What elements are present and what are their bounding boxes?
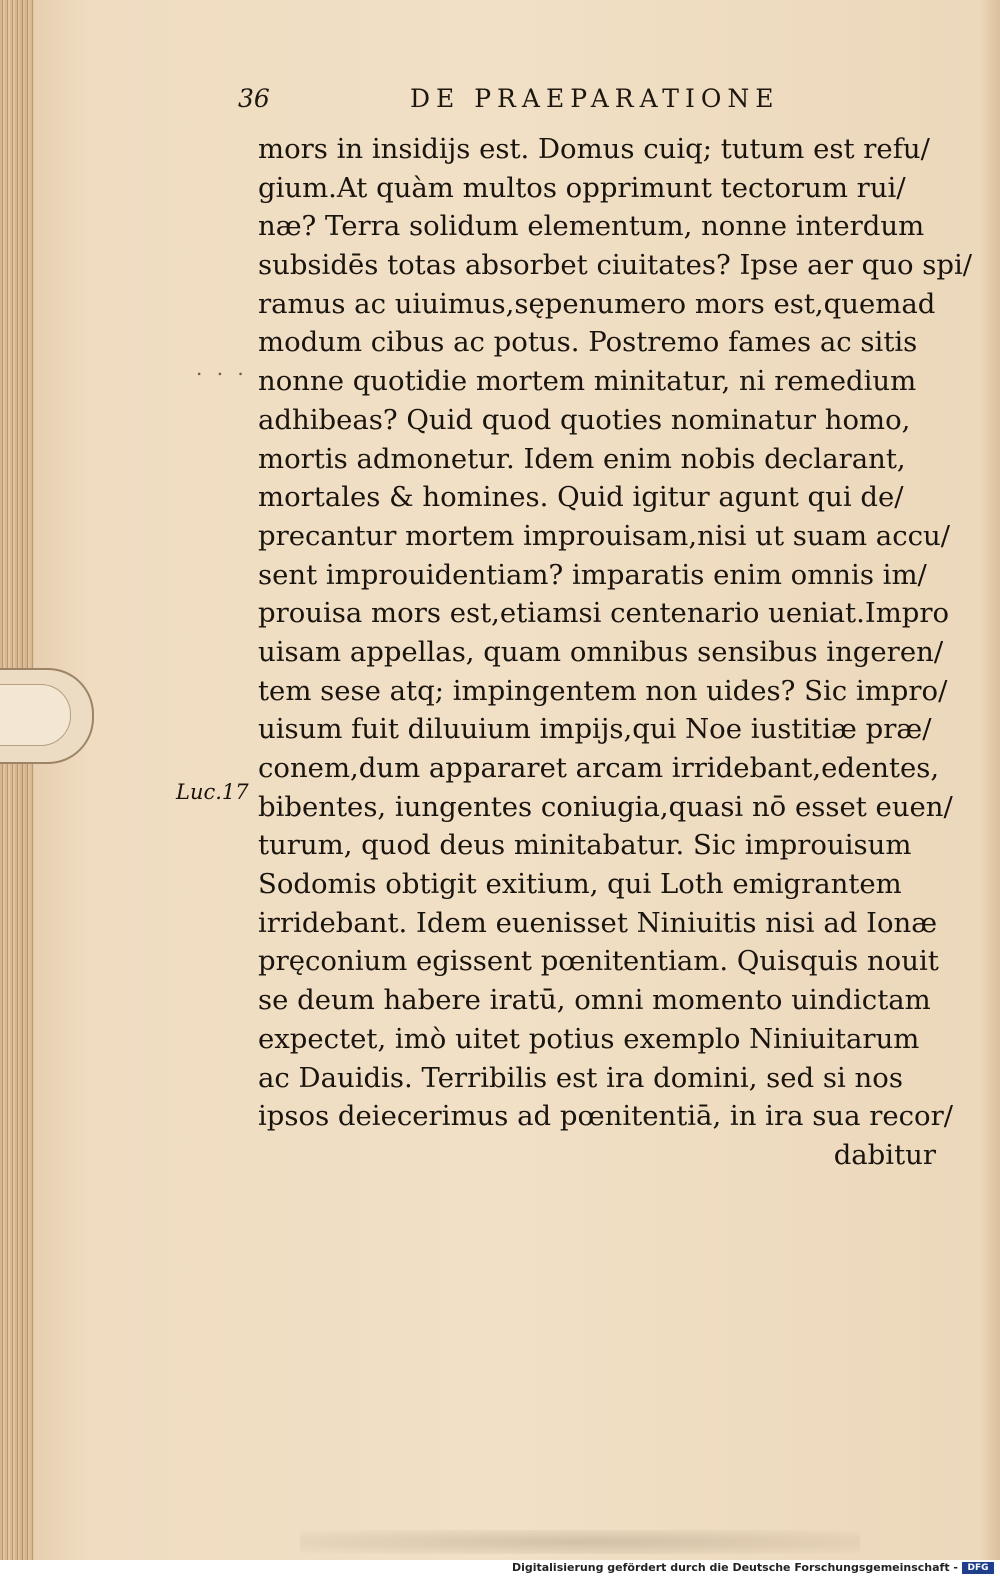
text-block — [258, 130, 973, 1175]
text-line: uisam appellas, quam omnibus sensibus ingeren/ — [258, 635, 944, 668]
bookmark-tab-inner — [0, 684, 71, 746]
text-line: adhibeas? Quid quod quoties nominatur homo, — [258, 403, 911, 436]
dfg-logo: DFG — [962, 1562, 994, 1574]
running-title: DE PRAEPARATIONE — [410, 84, 780, 113]
text-line: nonne quotidie mortem minitatur, ni remedium — [258, 365, 917, 398]
text-line: ramus ac uiuimus,sępenumero mors est,quemad — [258, 287, 936, 320]
text-line: precantur mortem improuisam,nisi ut suam accu/ — [258, 519, 950, 552]
text-line: modum cibus ac potus. Postremo fames ac sitis — [258, 326, 918, 359]
text-line: expectet, imò uitet potius exemplo Niniuitarum — [258, 1022, 920, 1055]
page-bottom-smudge — [300, 1530, 860, 1554]
text-line: mortales & homines. Quid igitur agunt qui de/ — [258, 481, 904, 514]
text-line: uisum fuit diluuium impijs,qui Noe iustitiæ præ/ — [258, 713, 932, 746]
text-line: conem,dum appararet arcam irridebant,edentes, — [258, 752, 940, 784]
catchword: dabitur — [833, 1138, 936, 1171]
text-line: tem sese atq; impingentem non uides? Sic impro/ — [258, 674, 948, 707]
text-line: irridebant. Idem euenisset Niniuitis nisi ad Ionæ — [258, 906, 938, 939]
marginal-note: Luc.17 — [176, 780, 249, 804]
text-line: mors in insidijs est. Domus cuiq; tutum est refu/ — [258, 133, 930, 165]
text-line: sent improuidentiam? imparatis enim omnis im/ — [258, 558, 927, 591]
text-line: Sodomis obtigit exitium, qui Loth emigrantem — [258, 868, 902, 901]
footer-bar — [0, 1560, 1000, 1577]
text-line: mortis admonetur. Idem enim nobis declarant, — [258, 442, 906, 475]
text-line: subsidēs totas absorbet ciuitates? Ipse aer quo spi/ — [258, 249, 973, 282]
text-line: ac Dauidis. Terribilis est ira domini, sed si nos — [258, 1061, 903, 1094]
text-line: bibentes, iungentes coniugia,quasi nō esset euen/ — [258, 790, 953, 823]
running-header — [230, 84, 830, 114]
page-number: 36 — [238, 84, 270, 113]
page-edges — [0, 0, 34, 1560]
text-line: prouisa mors est,etiamsi centenario ueniat.Impro — [258, 597, 950, 630]
text-line: pręconium egissent pœnitentiam. Quisquis nouit — [258, 945, 939, 978]
margin-dots: . . . — [196, 356, 248, 380]
text-line: turum, quod deus minitabatur. Sic improuisum — [258, 829, 912, 862]
text-line: gium.At quàm multos opprimunt tectorum rui/ — [258, 171, 906, 204]
text-line: næ? Terra solidum elementum, nonne interdum — [258, 210, 925, 243]
footer-credit: Digitalisierung gefördert durch die Deutsche Forschungsgemeinschaft - — [511, 1561, 958, 1574]
text-line: ipsos deiecerimus ad pœnitentiā, in ira sua recor/ — [258, 1100, 954, 1133]
text-line: se deum habere iratū, omni momento uindictam — [258, 984, 931, 1017]
